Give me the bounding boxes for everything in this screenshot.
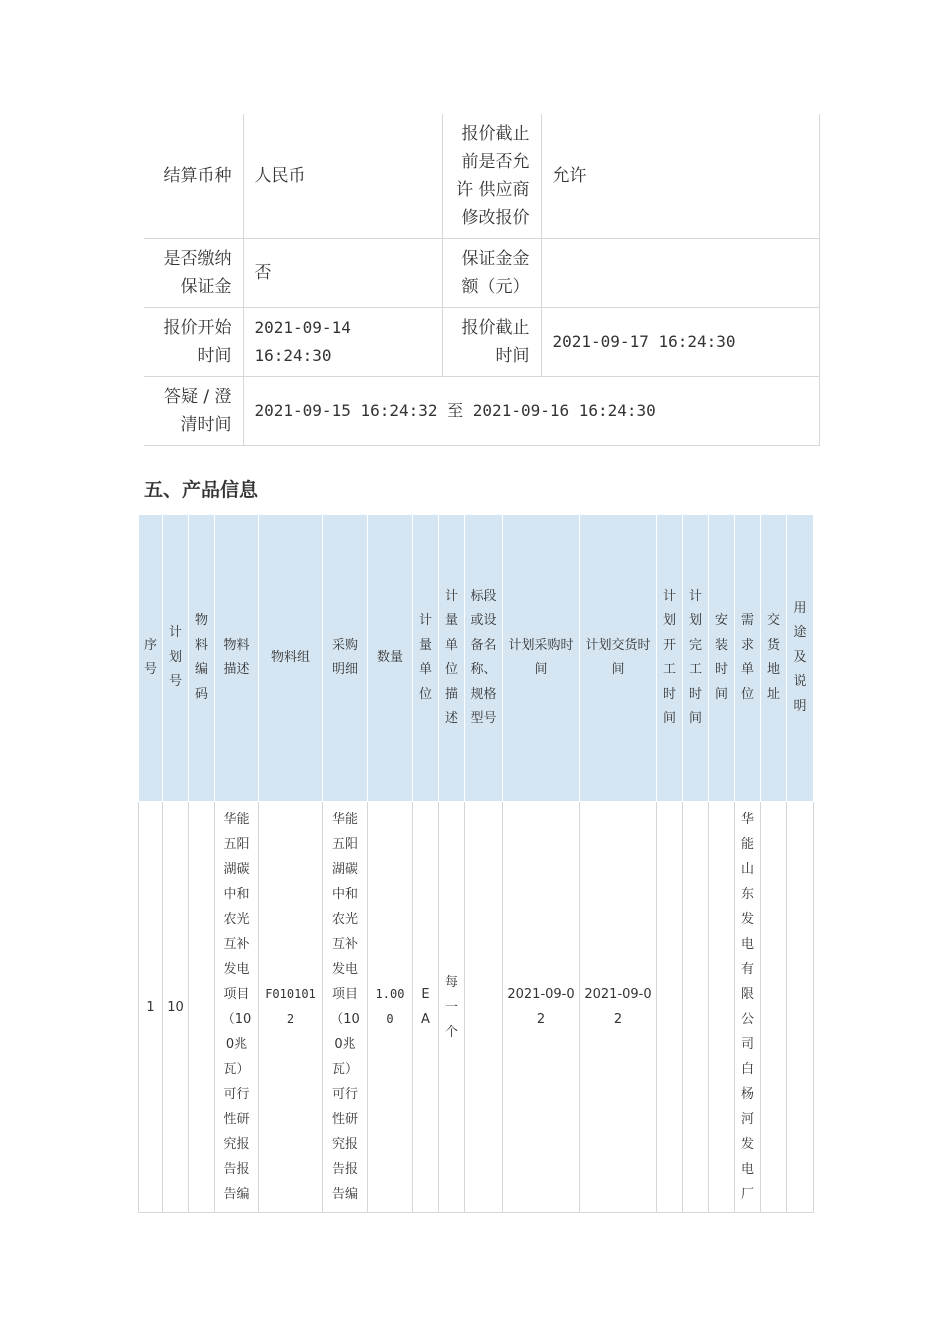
info-row-currency <box>144 114 819 239</box>
header-cell: 标段或设备名称、规格型号 <box>465 515 503 802</box>
table-cell <box>465 802 503 1213</box>
deposit-amount-value <box>541 239 819 308</box>
deposit-value: 否 <box>243 239 442 308</box>
product-header-row <box>139 515 814 802</box>
table-cell <box>657 802 683 1213</box>
qa-label: 答疑 / 澄清时间 <box>144 377 243 446</box>
header-cell: 需求单位 <box>735 515 761 802</box>
quote-end-value: 2021-09-17 16:24:30 <box>541 308 819 377</box>
header-cell: 计划号 <box>163 515 189 802</box>
table-cell <box>189 802 215 1213</box>
table-cell: 2021-09-02 <box>580 802 657 1213</box>
quote-start-value: 2021-09-14 16:24:30 <box>243 308 442 377</box>
quote-start-label: 报价开始时间 <box>144 308 243 377</box>
info-row-qa-time <box>144 377 819 446</box>
currency-value: 人民币 <box>243 114 442 239</box>
table-cell: F0101012 <box>259 802 323 1213</box>
table-cell <box>709 802 735 1213</box>
table-cell: 1.000 <box>368 802 413 1213</box>
table-cell: 2021-09-02 <box>503 802 580 1213</box>
header-cell: 用途及说明 <box>787 515 814 802</box>
header-cell: 物料编码 <box>189 515 215 802</box>
info-row-quote-time <box>144 308 819 377</box>
table-cell: EA <box>413 802 439 1213</box>
currency-label: 结算币种 <box>144 114 243 239</box>
table-cell <box>787 802 814 1213</box>
table-cell <box>683 802 709 1213</box>
header-cell: 采购明细 <box>323 515 368 802</box>
header-cell: 计划采购时间 <box>503 515 580 802</box>
table-cell: 每一个 <box>439 802 465 1213</box>
tender-info-table <box>144 114 820 446</box>
header-cell: 计划开工时间 <box>657 515 683 802</box>
header-cell: 计量单位 <box>413 515 439 802</box>
quote-end-label: 报价截止时间 <box>442 308 541 377</box>
table-cell <box>761 802 787 1213</box>
info-row-deposit <box>144 239 819 308</box>
product-table <box>138 514 814 1213</box>
table-cell: 华能五阳湖碳中和农光互补发电项目（100兆瓦）可行性研究报告报告编 <box>215 802 259 1213</box>
section-title: 五、产品信息 <box>144 479 259 501</box>
table-cell: 华能五阳湖碳中和农光互补发电项目（100兆瓦）可行性研究报告报告编 <box>323 802 368 1213</box>
table-cell: 华能山东发电有限公司白杨河发电厂 <box>735 802 761 1213</box>
table-row <box>139 802 814 1213</box>
allow-modify-value: 允许 <box>541 114 819 239</box>
header-cell: 序号 <box>139 515 163 802</box>
header-cell: 物料组 <box>259 515 323 802</box>
header-cell: 数量 <box>368 515 413 802</box>
deposit-amount-label: 保证金金额（元） <box>442 239 541 308</box>
header-cell: 计划交货时间 <box>580 515 657 802</box>
header-cell: 物料描述 <box>215 515 259 802</box>
allow-modify-label: 报价截止前是否允许 供应商修改报价 <box>442 114 541 239</box>
deposit-label: 是否缴纳保证金 <box>144 239 243 308</box>
header-cell: 计划完工时间 <box>683 515 709 802</box>
qa-value: 2021-09-15 16:24:32 至 2021-09-16 16:24:30 <box>243 377 819 446</box>
header-cell: 安装时间 <box>709 515 735 802</box>
table-cell: 10 <box>163 802 189 1213</box>
table-cell: 1 <box>139 802 163 1213</box>
header-cell: 交货地址 <box>761 515 787 802</box>
header-cell: 计量单位描述 <box>439 515 465 802</box>
